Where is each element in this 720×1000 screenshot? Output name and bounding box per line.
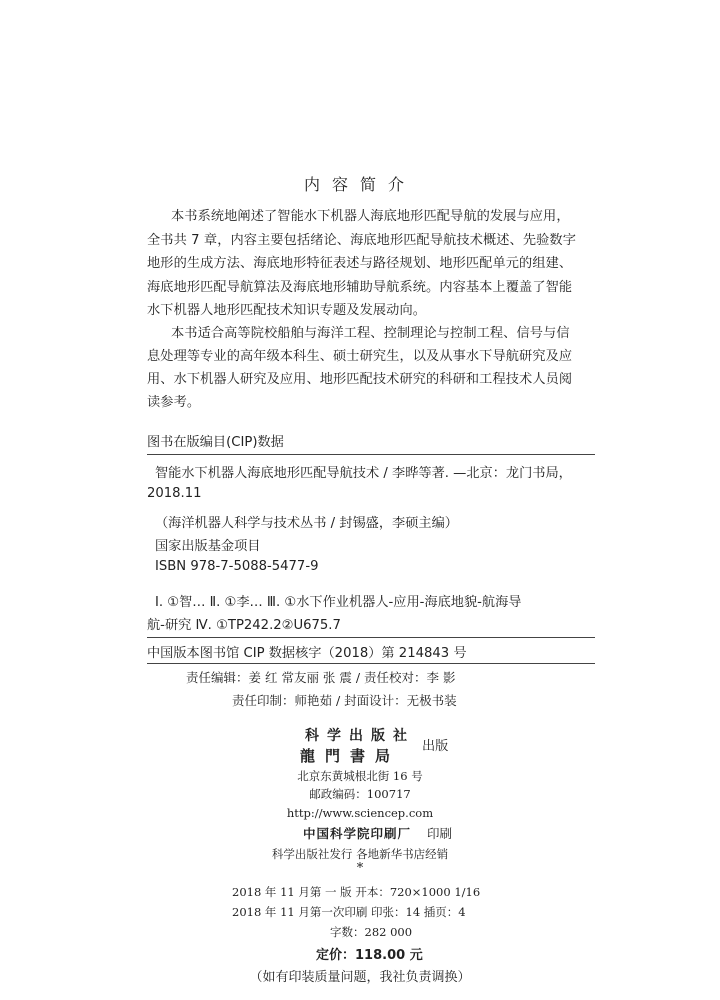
word-count: 字数：282 000 [330, 925, 413, 939]
printer-suffix: 印刷 [427, 826, 453, 841]
publisher-name-longmen: 龍門書局 [300, 747, 401, 765]
summary-line: 地形的生成方法、海底地形特征表述与路径规划、地形匹配单元的组建、 [147, 256, 573, 271]
summary-line: 用、水下机器人研究及应用、地形匹配技术研究的科研和工程技术人员阅 [147, 372, 573, 387]
publisher-name-science: 科学出版社 [305, 728, 415, 744]
cip-bottom-rule [147, 663, 595, 664]
edition-line: 2018 年 11 月第 一 版 开本：720×1000 1/16 [232, 885, 481, 899]
separator-star: * [356, 861, 364, 876]
cip-top-rule [147, 454, 595, 455]
printing-line: 2018 年 11 月第一次印刷 印张：14 插页：4 [232, 905, 466, 919]
cip-mid-rule [147, 637, 595, 638]
distribution: 科学出版社发行 各地新华书店经销 [271, 847, 449, 861]
cip-line: 智能水下机器人海底地形匹配导航技术 / 李晔等著. —北京：龙门书局， [155, 466, 572, 481]
cip-line: （海洋机器人科学与技术丛书 / 封锡盛，李硕主编） [155, 516, 458, 531]
quality-note: （如有印装质量问题，我社负责调换） [249, 970, 471, 985]
printer-name: 中国科学院印刷厂 [303, 826, 412, 841]
cip-line: 航-研究 Ⅳ. ①TP242.2②U675.7 [147, 618, 341, 633]
editor-credits: 责任编辑：姜 红 常友丽 张 震 / 责任校对：李 影 [186, 670, 456, 685]
cip-line: 2018.11 [147, 486, 202, 501]
summary-line: 海底地形匹配导航算法及海底地形辅助导航系统。内容基本上覆盖了智能 [147, 280, 573, 295]
summary-line: 读参考。 [147, 395, 201, 410]
publish-suffix: 出版 [422, 739, 449, 754]
summary-line: 本书适合高等院校船舶与海洋工程、控制理论与控制工程、信号与信 [171, 326, 570, 341]
page-title: 内容简介 [303, 175, 416, 194]
publisher-address: 北京东黄城根北街 16 号 [297, 769, 423, 783]
summary-line: 全书共 7 章，内容主要包括绪论、海底地形匹配导航技术概述、先验数字 [147, 233, 576, 248]
price: 定价：118.00 元 [316, 948, 423, 963]
cip-record: 中国版本图书馆 CIP 数据核字（2018）第 214843 号 [147, 646, 467, 661]
cip-line: 国家出版基金项目 [155, 539, 261, 554]
publisher-website: http://www.sciencep.com [286, 806, 434, 820]
cip-line: ISBN 978-7-5088-5477-9 [155, 559, 319, 574]
cip-line: Ⅰ. ①智… Ⅱ. ①李… Ⅲ. ①水下作业机器人-应用-海底地貌-航海导 [155, 595, 522, 610]
cip-heading: 图书在版编目(CIP)数据 [147, 435, 284, 450]
summary-line: 水下机器人地形匹配技术知识专题及发展动向。 [147, 303, 427, 318]
summary-line: 息处理等专业的高年级本科生、硕士研究生，以及从事水下导航研究及应 [147, 349, 573, 364]
production-credits: 责任印制：师艳茹 / 封面设计：无极书装 [232, 693, 457, 708]
publisher-postcode: 邮政编码：100717 [309, 787, 411, 801]
summary-line: 本书系统地阐述了智能水下机器人海底地形匹配导航的发展与应用， [171, 209, 570, 224]
